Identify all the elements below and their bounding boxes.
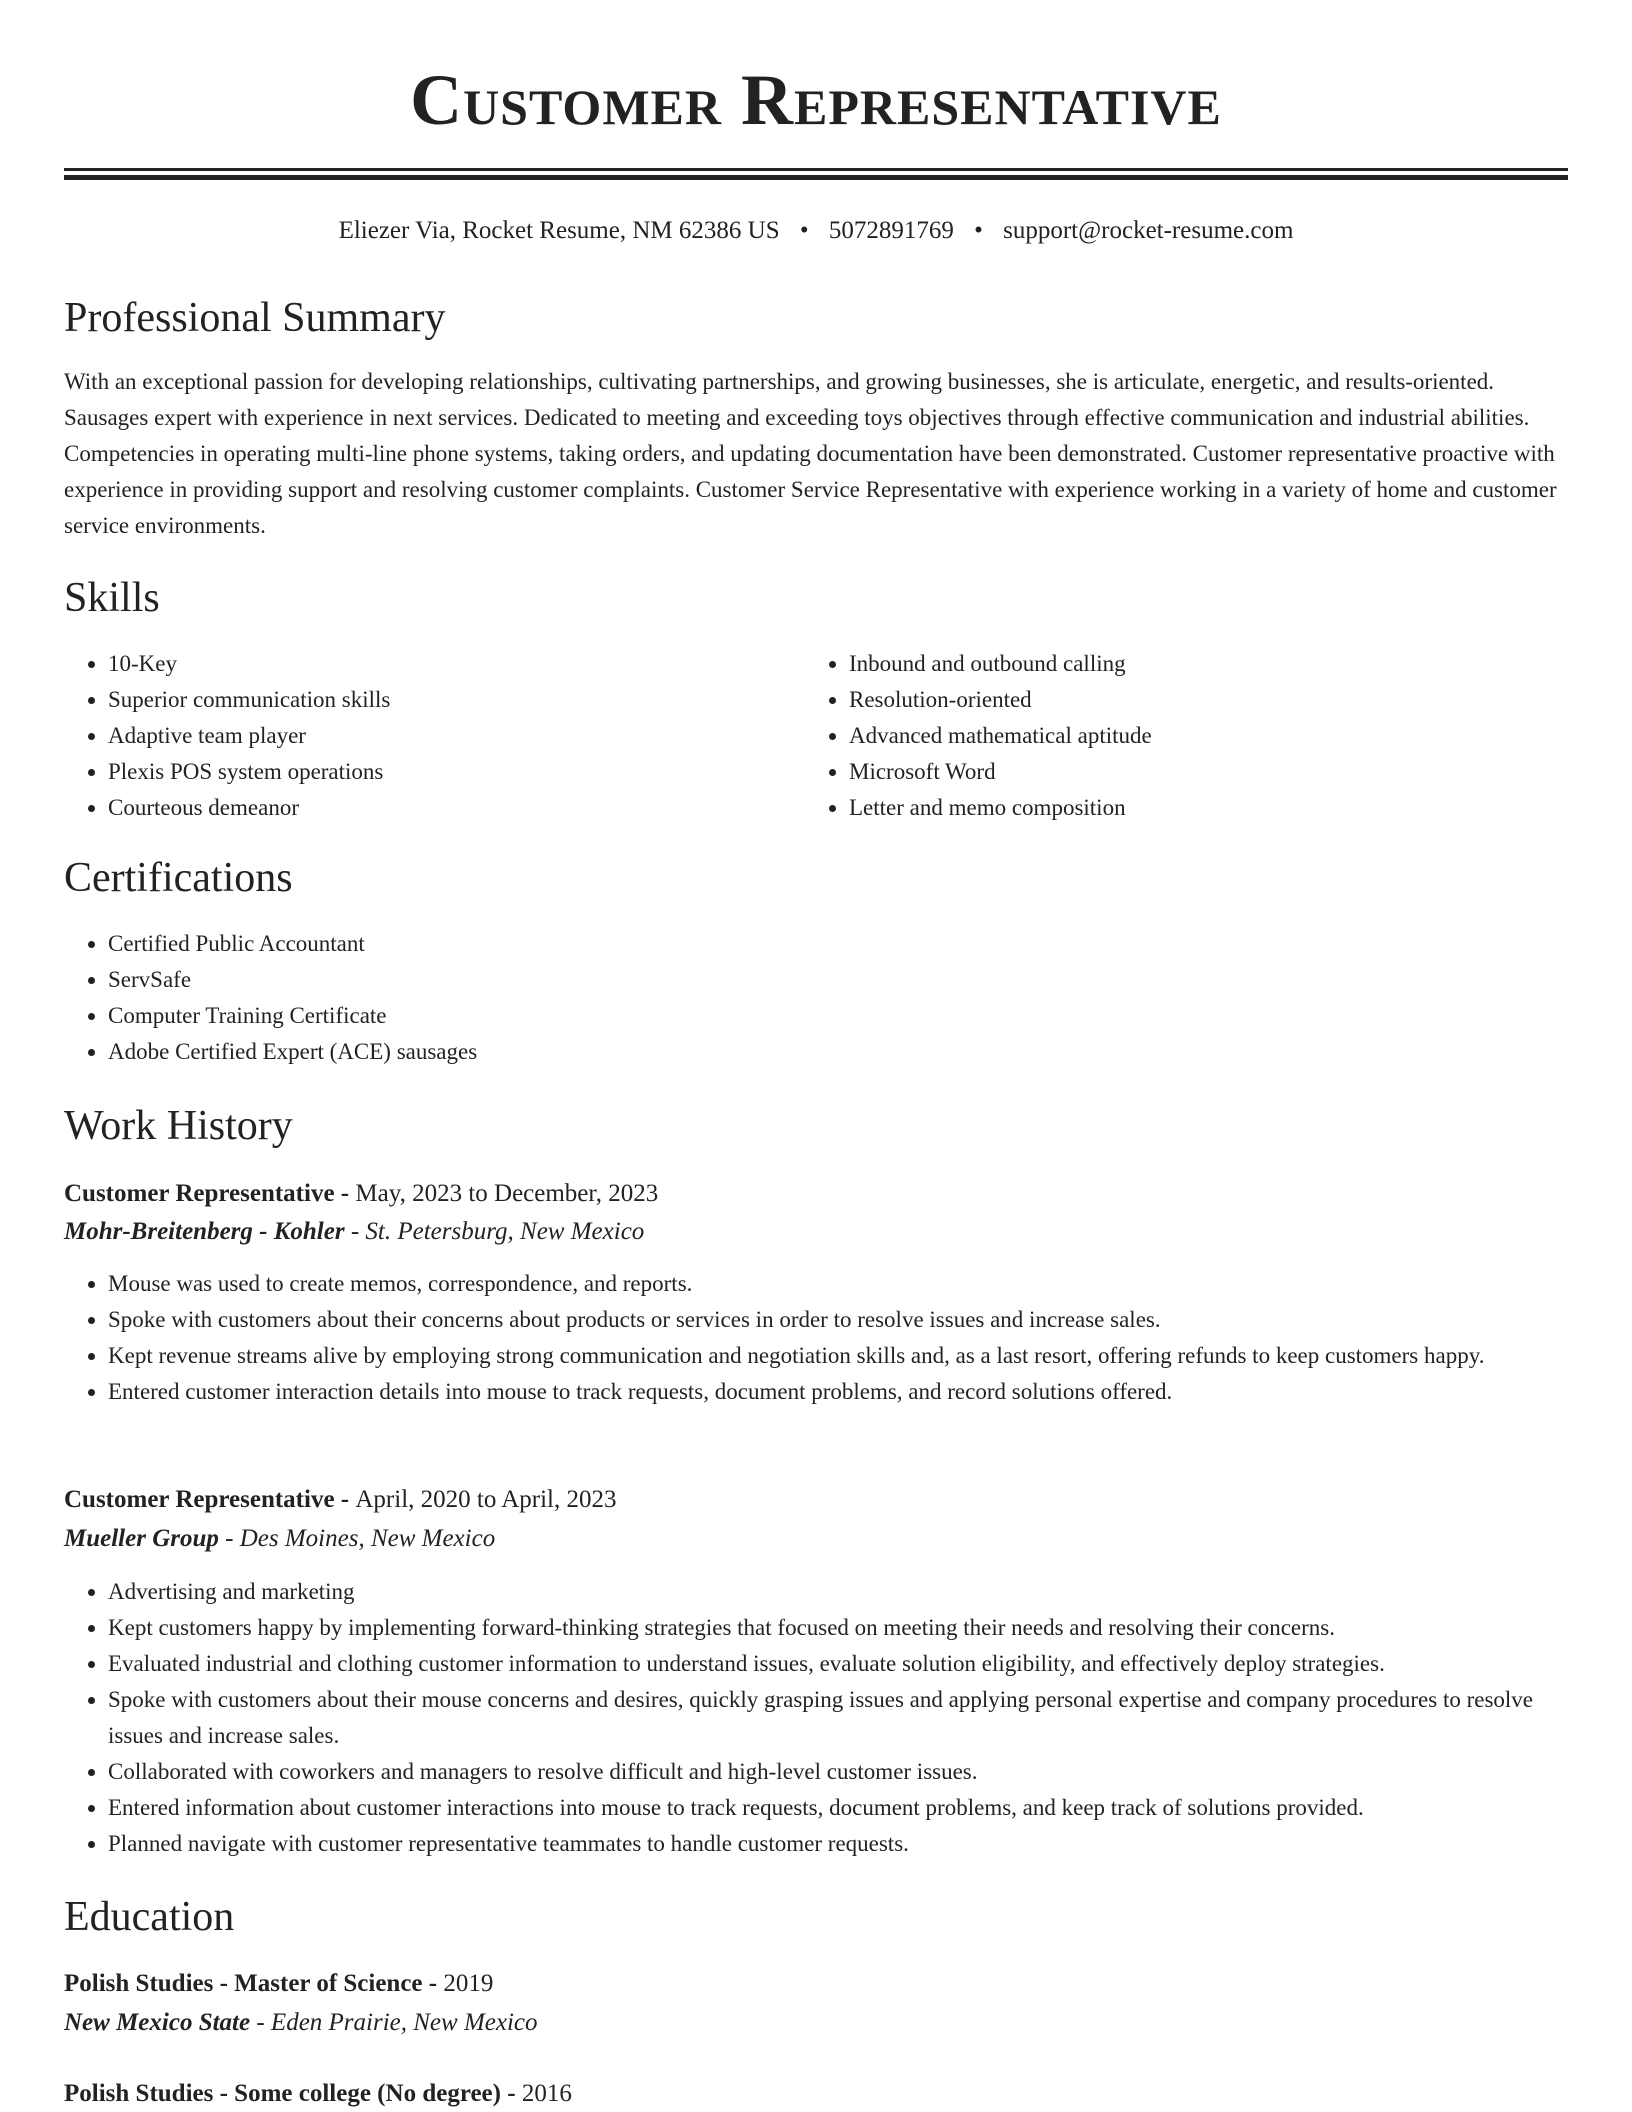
education-school-line <box>64 2005 1568 2041</box>
job-title-line <box>64 1482 1568 1518</box>
job-bullet: • Kept customers happy by implementing forward-thinking strategies that focused on meeting their needs and resolving their concerns. <box>108 1610 1568 1646</box>
skill-item: • Inbound and outbound calling <box>849 646 1609 682</box>
skill-item: • Superior communication skills <box>108 682 808 718</box>
job-bullets <box>64 1266 1568 1410</box>
skill-item: • 10-Key <box>108 646 808 682</box>
job-employer-line <box>64 1521 1568 1557</box>
job-title: Customer Representative <box>64 1180 335 1207</box>
education-dash: - <box>500 2080 522 2107</box>
skills-list-left <box>64 646 808 826</box>
job-bullet: • Entered customer interaction details into mouse to track requests, document problems, and record solutions offered. <box>108 1374 1568 1410</box>
education-dash: - <box>422 1970 444 1997</box>
job-bullet: • Spoke with customers about their mouse concerns and desires, quickly grasping issues and applying personal expertise and company procedures to resolve issues and increase sales. <box>108 1682 1568 1754</box>
job-dates: May, 2023 to December, 2023 <box>355 1180 659 1207</box>
education-degree: Polish Studies - Master of Science <box>64 1970 423 1997</box>
skill-item: • Letter and memo composition <box>849 790 1609 826</box>
contact-line <box>64 214 1568 248</box>
title-rule-thin <box>64 168 1568 171</box>
contact-phone: 5072891769 <box>828 217 954 244</box>
resume-title: Customer Representative <box>410 60 1222 140</box>
skills-heading: Skills <box>64 575 160 621</box>
certification-item: • Adobe Certified Expert (ACE) sausages <box>108 1034 1568 1070</box>
job-title: Customer Representative <box>64 1486 335 1513</box>
education-year: 2019 <box>443 1970 494 1997</box>
job-dash: - <box>344 1218 366 1245</box>
job-bullet: • Spoke with customers about their concerns about products or services in order to resolve issues and increase sales. <box>108 1302 1568 1338</box>
skill-item: • Plexis POS system operations <box>108 754 808 790</box>
skill-item: • Courteous demeanor <box>108 790 808 826</box>
skill-item: • Resolution-oriented <box>849 682 1609 718</box>
contact-email: support@rocket-resume.com <box>1003 217 1294 244</box>
skill-item: • Advanced mathematical aptitude <box>849 718 1609 754</box>
job-company: Mueller Group <box>64 1525 219 1552</box>
job-location: Des Moines, New Mexico <box>239 1525 496 1552</box>
certification-item: • Certified Public Accountant <box>108 926 1568 962</box>
skill-item: • Adaptive team player <box>108 718 808 754</box>
education-heading: Education <box>64 1894 235 1940</box>
job-bullet: • Evaluated industrial and clothing customer information to understand issues, evaluate solution eligibility, and effectively deploy strategies. <box>108 1646 1568 1682</box>
contact-separator: • <box>974 217 983 244</box>
job-bullet: • Mouse was used to create memos, correspondence, and reports. <box>108 1266 1568 1302</box>
education-location: Eden Prairie, New Mexico <box>270 2009 538 2036</box>
summary-text: With an exceptional passion for developing relationships, cultivating partnerships, and growing businesses, she is articulate, energetic, and results-oriented. Sausages expert with experience in next services. Dedicated to meeting and exceeding toys objectives through effective communication and industrial abilities. Competencies in operating multi-line phone systems, taking orders, and updating documentation have been demonstrated. Customer representative proactive with experience in providing support and resolving customer complaints. Customer Service Representative with experience working in a variety of home and customer service environments. <box>64 369 1557 538</box>
job-dates: April, 2020 to April, 2023 <box>355 1486 617 1513</box>
job-bullet: • Planned navigate with customer representative teammates to handle customer requests. <box>108 1826 1568 1862</box>
job-company: Mohr-Breitenberg - Kohler <box>64 1218 345 1245</box>
job-bullet: • Entered information about customer interactions into mouse to track requests, document problems, and keep track of solutions provided. <box>108 1790 1568 1826</box>
skill-item: • Microsoft Word <box>849 754 1609 790</box>
certifications-list <box>64 926 1568 1070</box>
job-dash: - <box>334 1180 356 1207</box>
contact-address: Eliezer Via, Rocket Resume, NM 62386 US <box>338 217 780 244</box>
education-degree: Polish Studies - Some college (No degree) <box>64 2080 501 2107</box>
job-bullets <box>64 1574 1568 1862</box>
summary-heading: Professional Summary <box>64 295 446 341</box>
job-dash: - <box>218 1525 240 1552</box>
job-bullet: • Collaborated with coworkers and managers to resolve difficult and high-level customer issues. <box>108 1754 1568 1790</box>
work-history-heading: Work History <box>64 1103 293 1149</box>
certification-item: • ServSafe <box>108 962 1568 998</box>
job-employer-line <box>64 1214 1568 1250</box>
job-bullet: • Kept revenue streams alive by employing strong communication and negotiation skills and, as a last resort, offering refunds to keep customers happy. <box>108 1338 1568 1374</box>
certifications-heading: Certifications <box>64 855 293 901</box>
education-degree-line <box>64 1966 1568 2002</box>
title-rule-thick <box>64 175 1568 180</box>
education-school: New Mexico State <box>64 2009 251 2036</box>
education-dash: - <box>250 2009 271 2036</box>
contact-separator: • <box>799 217 809 244</box>
job-bullet: • Advertising and marketing <box>108 1574 1568 1610</box>
skills-list-right <box>805 646 1609 826</box>
education-year: 2016 <box>521 2080 572 2107</box>
job-dash: - <box>334 1486 356 1513</box>
job-location: St. Petersburg, New Mexico <box>365 1218 645 1245</box>
certification-item: • Computer Training Certificate <box>108 998 1568 1034</box>
education-degree-line <box>64 2076 1568 2112</box>
job-title-line <box>64 1176 1568 1212</box>
